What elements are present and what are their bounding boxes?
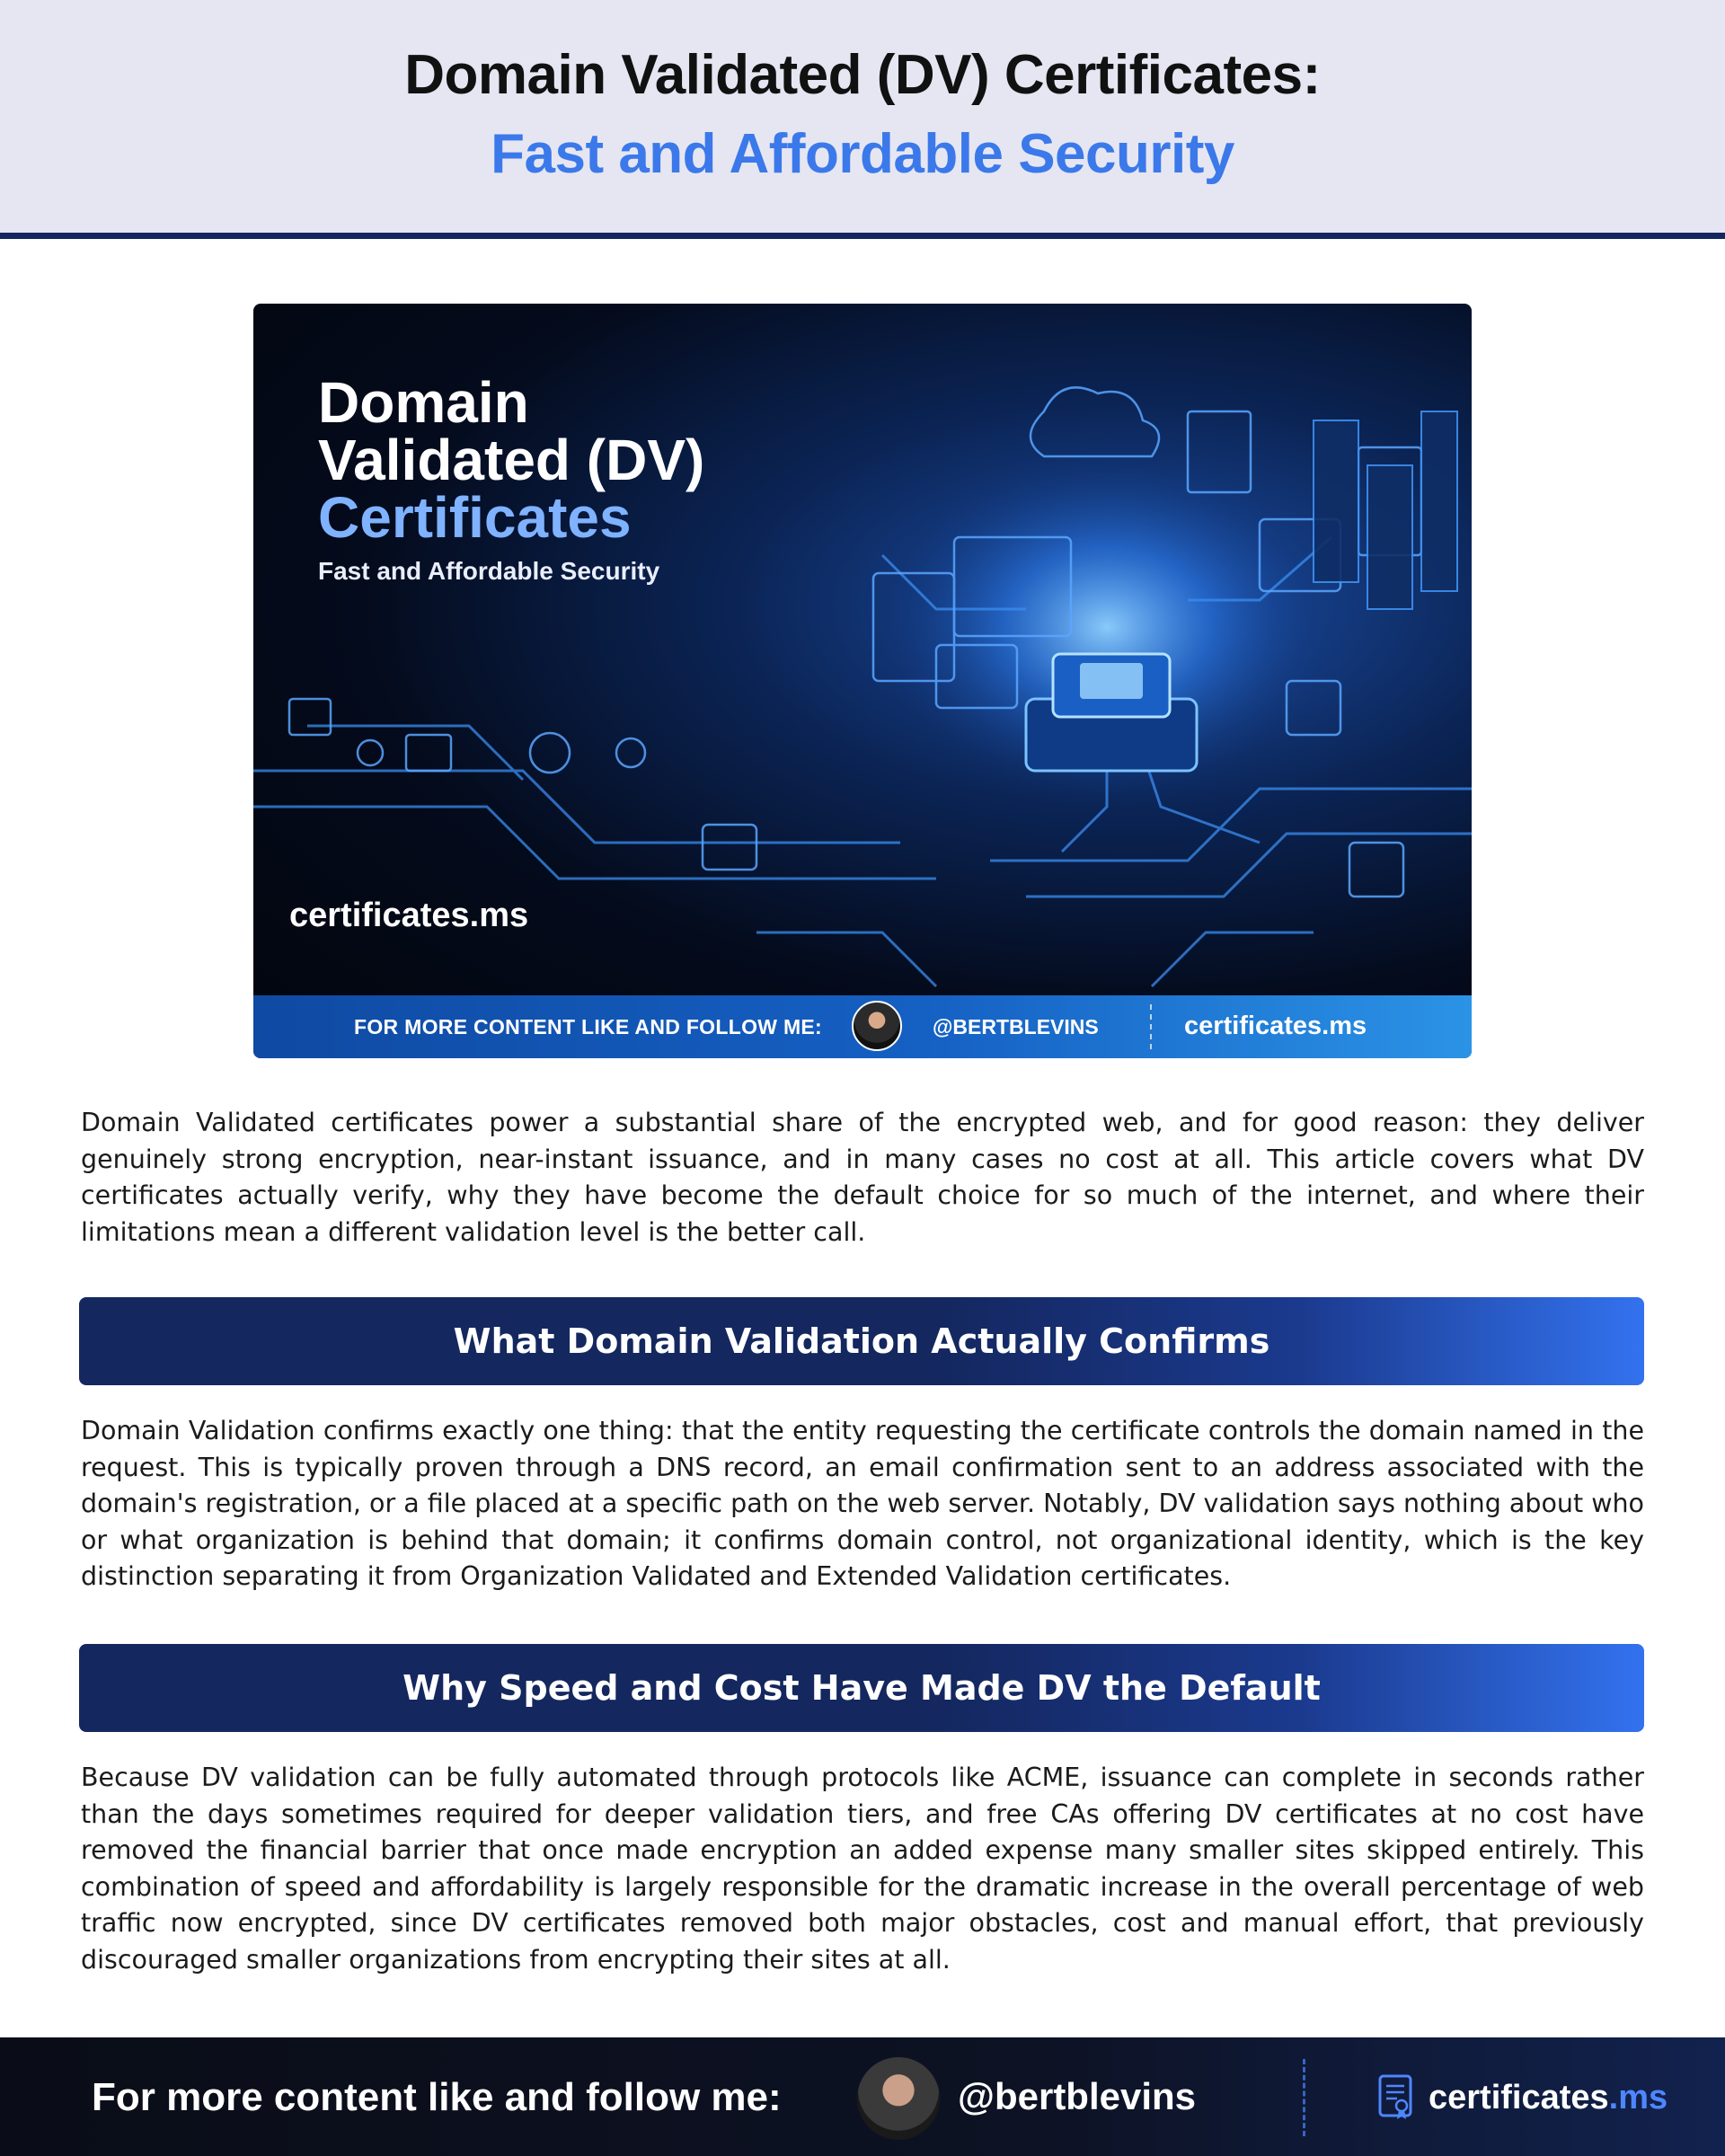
hero-divider (1150, 1004, 1152, 1049)
section-heading-2-text: Why Speed and Cost Have Made DV the Default (402, 1668, 1321, 1708)
section-heading-1-text: What Domain Validation Actually Confirms (453, 1321, 1270, 1361)
hero-subtitle: Fast and Affordable Security (318, 557, 660, 585)
section-body-2: Because DV validation can be fully automated through protocols like ACME, issuance can complete in seconds rather than the days sometimes required for deeper validation tiers, and free CAs offering DV certificates at no cost have removed the financial barrier that once made encryption an added expense many smaller sites skipped entirely. This combination of speed and affordability is largely responsible for the dramatic increase in the overall percentage of web traffic now encrypted, since DV certificates removed both major obstacles, cost and manual effort, that previously discouraged smaller organizations from encrypting their sites at all. (81, 1763, 1644, 1975)
hero-title (318, 370, 705, 550)
hero-title-line1: Domain (318, 370, 529, 435)
footer-follow-text: For more content like and follow me: (92, 2075, 782, 2119)
footer-divider (1303, 2059, 1305, 2136)
hero-follow-bar (253, 995, 1472, 1058)
hero-banner (253, 304, 1472, 1058)
hero-title-line3: Certificates (318, 485, 632, 550)
footer (0, 2037, 1725, 2156)
footer-avatar (857, 2057, 940, 2140)
hero-avatar (852, 1001, 902, 1051)
footer-logo[interactable] (1429, 2079, 1668, 2117)
intro-paragraph: Domain Validated certificates power a substantial share of the encrypted web, and for good reason: they deliver genuinely strong encryption, near-instant issuance, and in many cases no cost at all. This article covers what DV certificates actually verify, why they have become the default choice for so much of the internet, and where their limitations mean a different validation level is the better call. (81, 1108, 1644, 1247)
page-subtitle: Fast and Affordable Security (491, 123, 1234, 185)
footer-logo-tld: .ms (1608, 2079, 1668, 2116)
page-header (0, 0, 1725, 239)
certificate-badge-icon (1376, 2073, 1414, 2122)
hero-title-line2: Validated (DV) (318, 428, 705, 492)
section-heading-1 (79, 1297, 1644, 1385)
page-title: Domain Validated (DV) Certificates: (404, 44, 1321, 106)
hero-bar-logo: certificates.ms (1184, 1012, 1367, 1040)
footer-handle[interactable]: @bertblevins (958, 2075, 1197, 2117)
footer-logo-name: certificates (1429, 2079, 1609, 2116)
hero-handle: @BERTBLEVINS (933, 1015, 1099, 1038)
hero-follow-text: FOR MORE CONTENT LIKE AND FOLLOW ME: (354, 1015, 823, 1038)
section-body-1: Domain Validation confirms exactly one thing: that the entity requesting the certificate controls the domain named in the request. This is typically proven through a DNS record, an email confirmation sent to an address associated with the domain's registration, or a file placed at a specific path on the web server. Notably, DV validation says nothing about who or what organization is behind that domain; it confirms domain control, not organizational identity, which is the key distinction separating it from Organization Validated and Extended Validation certificates. (81, 1416, 1644, 1591)
hero-logo: certificates.ms (289, 897, 529, 934)
section-heading-2 (79, 1644, 1644, 1732)
